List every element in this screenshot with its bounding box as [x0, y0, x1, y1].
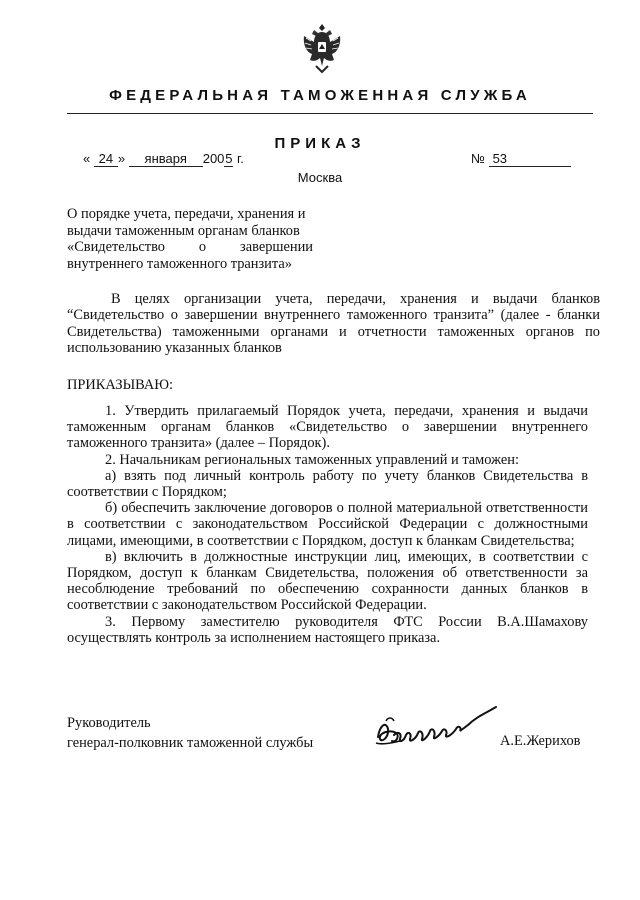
order-item: а) взять под личный контроль работу по учету бланков Свидетельства в соответствии с Порядком;: [67, 467, 588, 501]
signatory-name: А.Е.Жерихов: [500, 733, 581, 749]
order-word: ПРИКАЗЫВАЮ:: [67, 377, 174, 393]
order-item: 3. Первому заместителю руководителя ФТС России В.А.Шамахову осуществлять контроль за исполнением настоящего приказа.: [67, 613, 588, 646]
date-day: 24: [94, 152, 118, 167]
agency-name: ФЕДЕРАЛЬНАЯ ТАМОЖЕННАЯ СЛУЖБА: [109, 87, 531, 104]
document-date: [83, 151, 244, 167]
title-line: О порядке учета, передачи, хранения и: [67, 206, 306, 222]
city: Москва: [297, 170, 343, 185]
date-year-suffix: г.: [237, 151, 244, 166]
signatory-title: Руководитель: [67, 715, 151, 731]
signatory-role: [67, 713, 313, 753]
title-line: «Свидетельство о завершении: [67, 239, 313, 255]
header-divider: [67, 113, 593, 114]
date-month: января: [129, 152, 203, 167]
date-close-quote: »: [117, 151, 126, 166]
date-open-quote: «: [83, 151, 91, 166]
date-year-digit: 5: [225, 151, 233, 166]
handwritten-signature: [372, 703, 502, 755]
order-item: в) включить в должностные инструкции лиц, имеющих, в соответствии с Порядком, доступ к бланкам Свидетельства, положения об ответственности за несоблюдение требований по обеспечению сохранности данных бланков в соответствии с законодательством Российской Федерации.: [67, 548, 588, 614]
signatory-rank: генерал-полковник таможенной службы: [67, 735, 314, 751]
order-item: 1. Утвердить прилагаемый Порядок учета, передачи, хранения и выдачи таможенным органам бланков «Свидетельство о завершении внутреннего таможенного транзита» (далее – Порядок).: [67, 403, 588, 452]
document-title: [67, 206, 313, 272]
order-items: [67, 403, 588, 646]
document-number: [471, 151, 571, 167]
date-year-prefix: 200: [202, 151, 225, 166]
russian-coat-of-arms-icon: [300, 22, 344, 74]
order-item: 2. Начальникам региональных таможенных управлений и таможен:: [105, 451, 519, 468]
number-value: 53: [489, 152, 571, 167]
title-line: внутреннего таможенного транзита»: [67, 255, 292, 272]
preamble: В целях организации учета, передачи, хранения и выдачи бланков “Свидетельство о завершении внутреннего таможенного транзита” (далее - бланки Свидетельства) таможенными органами и отчетности таможенных органов по использованию указанных бланков: [67, 291, 600, 357]
document-type: ПРИКАЗ: [274, 135, 366, 152]
number-label: №: [471, 151, 485, 166]
title-line: выдачи таможенным органам бланков: [67, 222, 300, 239]
order-item: б) обеспечить заключение договоров о полной материальной ответственности в соответствии с законодательством Российской Федерации с должностными лицами, имеющими, в соответствии с Порядком, доступ к бланкам Свидетельства;: [67, 500, 588, 549]
